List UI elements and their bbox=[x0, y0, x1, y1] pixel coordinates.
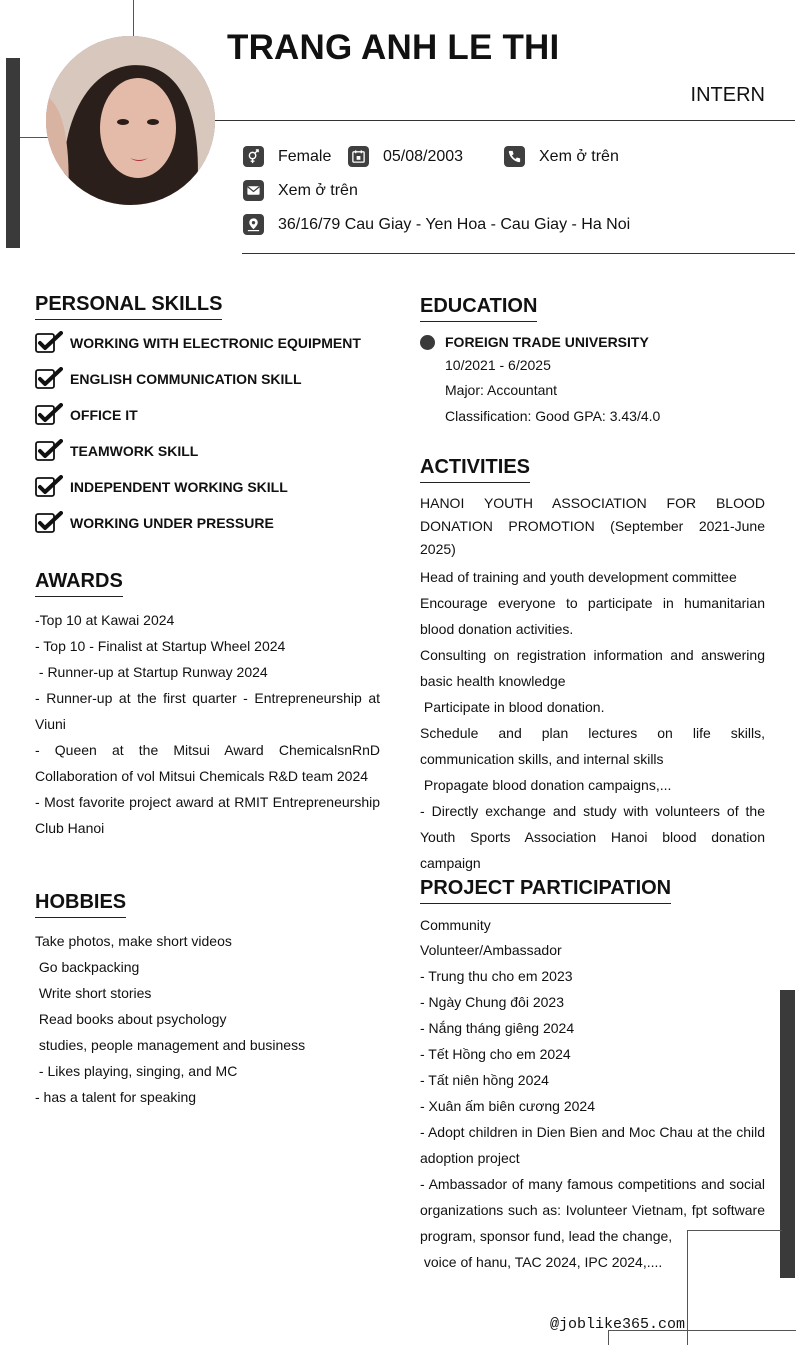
decorative-bar-right bbox=[780, 990, 795, 1278]
hobby-item: - Likes playing, singing, and MC bbox=[35, 1063, 238, 1079]
checkbox-checked-icon bbox=[35, 511, 63, 535]
skill-item bbox=[35, 475, 288, 499]
checkbox-checked-icon bbox=[35, 439, 63, 463]
award-item: - Most favorite project award at RMIT Entrepreneurship Club Hanoi bbox=[35, 794, 380, 836]
calendar-icon bbox=[348, 146, 369, 167]
activity-organization: HANOI YOUTH ASSOCIATION FOR BLOOD DONATION PROMOTION (September 2021-June 2025) bbox=[420, 495, 765, 557]
hobby-item: Take photos, make short videos bbox=[35, 933, 232, 949]
skills-heading: PERSONAL SKILLS bbox=[35, 293, 222, 320]
award-item: - Queen at the Mitsui Award ChemicalsnRnD Collaboration of vol Mitsui Chemicals R&D team 2024 bbox=[35, 742, 380, 784]
activity-item: - Directly exchange and study with volunteers of the Youth Sports Association Hanoi blood donation campaign bbox=[420, 803, 765, 871]
project-item: - Tất niên hồng 2024 bbox=[420, 1072, 549, 1088]
gender-icon bbox=[243, 146, 264, 167]
checkbox-checked-icon bbox=[35, 331, 63, 355]
project-item: - Nắng tháng giêng 2024 bbox=[420, 1020, 575, 1036]
candidate-name: TRANG ANH LE THI bbox=[227, 28, 560, 67]
email-icon bbox=[243, 180, 264, 201]
skill-label: WORKING WITH ELECTRONIC EQUIPMENT bbox=[70, 335, 361, 351]
contact-phone bbox=[504, 146, 619, 167]
project-item: - Ngày Chung đôi 2023 bbox=[420, 994, 564, 1010]
awards-heading: AWARDS bbox=[35, 570, 123, 597]
hobbies-heading: HOBBIES bbox=[35, 891, 126, 918]
activity-item: Consulting on registration information and answering basic health knowledge bbox=[420, 647, 765, 689]
projects-heading: PROJECT PARTICIPATION bbox=[420, 877, 671, 904]
location-icon bbox=[243, 214, 264, 235]
email-text: Xem ở trên bbox=[278, 181, 358, 199]
checkbox-checked-icon bbox=[35, 367, 63, 391]
skill-label: INDEPENDENT WORKING SKILL bbox=[70, 479, 288, 495]
skill-label: OFFICE IT bbox=[70, 407, 138, 423]
activity-item: Propagate blood donation campaigns,... bbox=[420, 777, 672, 793]
award-item: -Top 10 at Kawai 2024 bbox=[35, 612, 175, 628]
contact-address bbox=[243, 214, 630, 235]
project-item: - Ambassador of many famous competitions and social organizations such as: Ivolunteer Vietnam, fpt software program, sponsor fund, lead the change, bbox=[420, 1176, 765, 1244]
hobby-item: Go backpacking bbox=[35, 959, 140, 975]
checkbox-checked-icon bbox=[35, 403, 63, 427]
activities-list bbox=[420, 492, 765, 876]
project-item: - Trung thu cho em 2023 bbox=[420, 968, 573, 984]
checkbox-checked-icon bbox=[35, 475, 63, 499]
activity-item: Encourage everyone to participate in humanitarian blood donation activities. bbox=[420, 595, 765, 637]
skill-item bbox=[35, 403, 138, 427]
education-heading: EDUCATION bbox=[420, 295, 537, 322]
hobby-item: - has a talent for speaking bbox=[35, 1089, 197, 1105]
project-item: - Tết Hồng cho em 2024 bbox=[420, 1046, 571, 1062]
skill-label: WORKING UNDER PRESSURE bbox=[70, 515, 274, 531]
skill-item bbox=[35, 439, 198, 463]
contact-divider bbox=[242, 253, 795, 254]
education-classification: Classification: Good GPA: 3.43/4.0 bbox=[445, 408, 661, 424]
award-item: - Runner-up at the first quarter - Entrepreneurship at Viuni bbox=[35, 690, 380, 732]
activity-item: Participate in blood donation. bbox=[420, 699, 605, 715]
profile-photo-illustration bbox=[46, 36, 215, 205]
activities-heading: ACTIVITIES bbox=[420, 456, 530, 483]
profile-photo bbox=[46, 36, 215, 205]
award-item: - Runner-up at Startup Runway 2024 bbox=[35, 664, 268, 680]
job-position: INTERN bbox=[690, 84, 765, 106]
hobby-item: Write short stories bbox=[35, 985, 152, 1001]
decorative-line-avatar bbox=[20, 137, 48, 138]
awards-list bbox=[35, 607, 380, 841]
skill-item bbox=[35, 511, 274, 535]
skill-item bbox=[35, 367, 302, 391]
contact-birthdate bbox=[348, 146, 463, 167]
phone-text: Xem ở trên bbox=[539, 147, 619, 165]
skill-label: ENGLISH COMMUNICATION SKILL bbox=[70, 371, 302, 387]
decorative-line-top bbox=[133, 0, 134, 38]
address-text: 36/16/79 Cau Giay - Yen Hoa - Cau Giay - Ha Noi bbox=[278, 215, 631, 233]
project-item: voice of hanu, TAC 2024, IPC 2024,.... bbox=[420, 1254, 663, 1270]
skill-label: TEAMWORK SKILL bbox=[70, 443, 199, 459]
header-divider bbox=[215, 120, 795, 121]
project-role: Volunteer/Ambassador bbox=[420, 942, 562, 958]
project-intro: Community bbox=[420, 917, 491, 933]
hobby-item: Read books about psychology bbox=[35, 1011, 227, 1027]
watermark-text: @joblike365.com bbox=[550, 1316, 686, 1333]
skill-item bbox=[35, 331, 361, 355]
project-item: - Xuân ấm biên cương 2024 bbox=[420, 1098, 595, 1114]
education-period: 10/2021 - 6/2025 bbox=[445, 357, 551, 373]
contact-gender bbox=[243, 146, 331, 167]
hobbies-list bbox=[35, 928, 380, 1110]
birthdate-text: 05/08/2003 bbox=[383, 147, 464, 165]
contact-email bbox=[243, 180, 358, 201]
hobby-item: studies, people management and business bbox=[35, 1037, 306, 1053]
award-item: - Top 10 - Finalist at Startup Wheel 2024 bbox=[35, 638, 286, 654]
phone-icon bbox=[504, 146, 525, 167]
gender-text: Female bbox=[278, 147, 332, 165]
bullet-dot-icon bbox=[420, 335, 435, 350]
project-item: - Adopt children in Dien Bien and Moc Chau at the child adoption project bbox=[420, 1124, 765, 1166]
projects-list bbox=[420, 914, 765, 1275]
activity-item: Head of training and youth development committee bbox=[420, 569, 737, 585]
school-name: FOREIGN TRADE UNIVERSITY bbox=[445, 334, 649, 350]
decorative-bar-left bbox=[6, 58, 20, 248]
education-major: Major: Accountant bbox=[445, 382, 558, 398]
activity-item: Schedule and plan lectures on life skills, communication skills, and internal skills bbox=[420, 725, 765, 767]
